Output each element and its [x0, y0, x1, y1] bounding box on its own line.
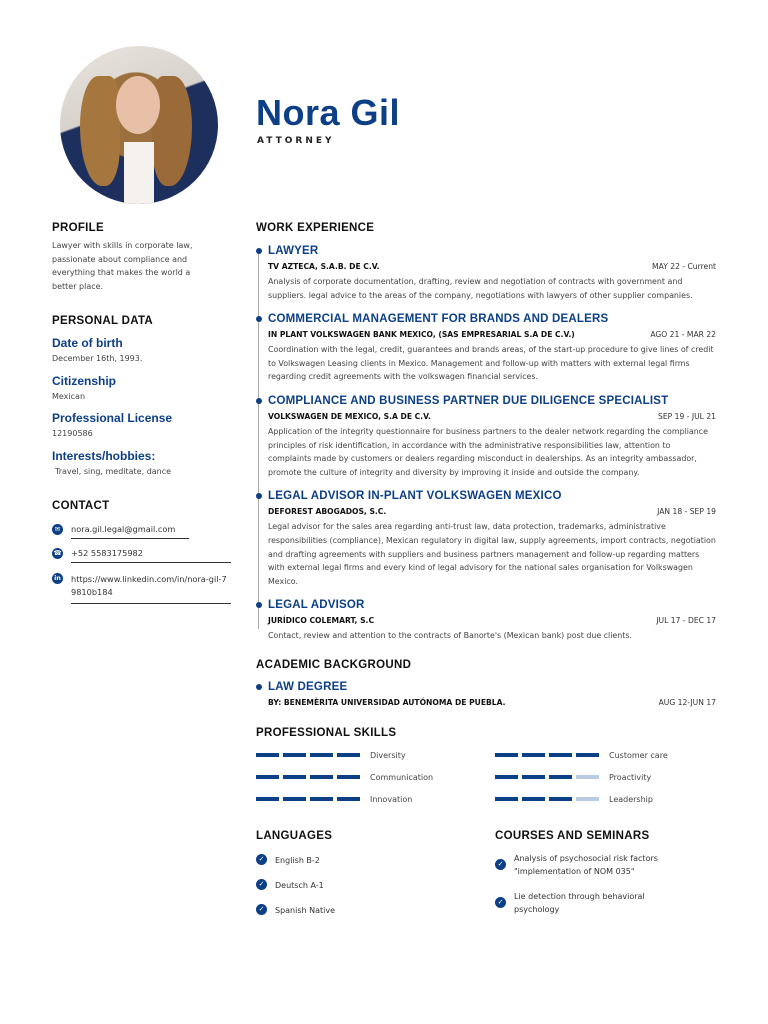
job-dates: MAY 22 - Current [652, 262, 716, 271]
work-heading: WORK EXPERIENCE [256, 222, 375, 234]
photo-shirt [124, 142, 154, 204]
job-company: JURÍDICO COLEMART, S.C [268, 616, 375, 626]
contact-email[interactable]: nora.gil.legal@gmail.com [71, 524, 189, 539]
skill-item [256, 751, 495, 760]
timeline-dot [256, 602, 262, 608]
check-icon: ✓ [495, 859, 506, 870]
skill-name: Innovation [370, 794, 413, 804]
profile-photo [60, 46, 218, 204]
job-title: LEGAL ADVISOR [268, 599, 365, 612]
degree-meta [268, 698, 716, 707]
job-dates: SEP 19 - JUL 21 [658, 411, 716, 421]
skill-bar [256, 775, 360, 779]
check-icon: ✓ [256, 904, 267, 915]
skills-grid [256, 751, 716, 804]
skill-name: Leadership [609, 794, 653, 804]
skill-bar [495, 753, 599, 757]
language-item [256, 854, 495, 867]
profile-text: Lawyer with skills in corporate law, passionate about compliance and everything that makes the world a better place. [52, 241, 193, 291]
skill-segment-filled [549, 797, 572, 801]
contact-heading: CONTACT [52, 500, 110, 512]
skill-segment-filled [337, 775, 360, 779]
languages-section [256, 830, 495, 917]
job-company: TV AZTECA, S.A.B. DE C.V. [268, 262, 380, 271]
job-entry [268, 490, 716, 588]
degree-title: LAW DEGREE [268, 680, 348, 693]
work-timeline [256, 245, 716, 643]
job-company: IN PLANT VOLKSWAGEN BANK MEXICO, (SAS EMPRESARIAL S.A DE C.V.) [268, 330, 575, 340]
academic-entry [256, 681, 716, 707]
job-entry [268, 313, 716, 384]
personal-item-value: Travel, sing, meditate, dance [55, 466, 172, 476]
job-dates: AGO 21 - MAR 22 [650, 330, 716, 340]
personal-item-value: 12190586 [52, 429, 93, 438]
skill-bar [495, 775, 599, 779]
skill-item [495, 773, 716, 782]
skill-name: Proactivity [609, 772, 652, 782]
skill-item [495, 795, 716, 804]
job-description: Contact, review and attention to the contracts of Banorte's (Mexican bank) post due clients. [268, 631, 632, 641]
profile-heading: PROFILE [52, 222, 104, 234]
languages-heading: LANGUAGES [256, 829, 333, 842]
skill-bar [256, 797, 360, 801]
skill-segment-empty [576, 797, 599, 801]
skill-segment-filled [283, 753, 306, 757]
courses-heading: COURSES AND SEMINARS [495, 829, 650, 842]
job-description: Legal advisor for the sales area regarding anti-trust law, data protection, trademarks, administrative responsibilities (compliance), Mexican regulatory in digital law, supply agreements, import contracts, negotiation and drafting agreements with suppliers and business partners management and follow-up regarding matters with external legal firms and every kind of legal advisory for the national sales organisation for Volkswagen Mexico. [268, 522, 716, 586]
skill-segment-filled [495, 753, 518, 757]
skill-segment-filled [522, 753, 545, 757]
job-entry [268, 599, 716, 643]
course-item [495, 852, 716, 878]
skills-heading: PROFESSIONAL SKILLS [256, 726, 397, 739]
skill-segment-filled [495, 775, 518, 779]
timeline-dot [256, 248, 262, 254]
job-dates: JUL 17 - DEC 17 [656, 616, 716, 626]
skill-segment-filled [576, 753, 599, 757]
check-icon: ✓ [256, 879, 267, 890]
skill-name: Customer care [609, 750, 668, 760]
job-entry [268, 245, 716, 302]
course-item [495, 890, 716, 916]
skill-segment-filled [522, 775, 545, 779]
job-title: LEGAL ADVISOR IN-PLANT VOLKSWAGEN MEXICO [268, 490, 562, 503]
course-name: Lie detection through behavioral psychology [514, 891, 645, 914]
bottom-sections [256, 830, 716, 917]
job-meta [268, 507, 716, 516]
personal-item-value: Mexican [52, 391, 86, 401]
job-meta [268, 616, 716, 625]
job-description: Coordination with the legal, credit, guarantees and brands areas, of the start-up procedure to give lines of credit to Volkswagen Leasing clients in Mexico. Management and follow-up with matters with external legal firms regarding credit agreements with the volkswagen financial services. [268, 345, 714, 382]
skill-segment-empty [576, 775, 599, 779]
personal-data-heading: PERSONAL DATA [52, 315, 154, 327]
skill-segment-filled [283, 775, 306, 779]
skill-segment-filled [337, 797, 360, 801]
academic-heading: ACADEMIC BACKGROUND [256, 658, 412, 671]
personal-item-license [52, 411, 234, 441]
skill-segment-filled [522, 797, 545, 801]
courses-section [495, 830, 716, 917]
language-name: Spanish Native [275, 905, 336, 915]
timeline-line [258, 251, 259, 629]
skill-segment-filled [310, 775, 333, 779]
skill-item [256, 773, 495, 782]
skill-segment-filled [549, 753, 572, 757]
skill-segment-filled [283, 797, 306, 801]
email-icon: ✉ [52, 524, 63, 535]
skill-item [495, 751, 716, 760]
skill-name: Communication [370, 772, 434, 782]
photo-face [116, 76, 160, 134]
phone-icon: ☎ [53, 549, 62, 557]
skill-bar [495, 797, 599, 801]
timeline-dot [256, 684, 262, 690]
personal-item-label: Date of birth [52, 336, 123, 350]
job-description: Analysis of corporate documentation, drafting, review and negotiation of contracts with government and suppliers. legal advice to the areas of the company, negotiations with lawyers of other supplier companies. [268, 277, 693, 300]
job-dates: JAN 18 - SEP 19 [657, 507, 716, 517]
course-name: Analysis of psychosocial risk factors "implementation of NOM 035" [514, 853, 658, 876]
contact-email-row[interactable] [52, 524, 234, 539]
job-meta [268, 412, 716, 421]
skill-bar [256, 753, 360, 757]
skill-segment-filled [495, 797, 518, 801]
photo-hair-left [80, 76, 120, 186]
timeline-dot [256, 398, 262, 404]
language-item [256, 904, 495, 917]
personal-item-label: Interests/hobbies: [52, 448, 156, 463]
skill-segment-filled [256, 797, 279, 801]
contact-phone-row[interactable] [52, 548, 234, 563]
skill-name: Diversity [370, 750, 406, 760]
personal-item-interests [52, 449, 234, 479]
language-name: Deutsch A-1 [275, 880, 324, 890]
job-company: DEFOREST ABOGADOS, S.C. [268, 507, 387, 517]
linkedin-icon: in [52, 573, 63, 584]
contact-linkedin[interactable]: https://www.linkedin.com/in/nora-gil-79810b184 [71, 573, 231, 604]
job-company: VOLKSWAGEN DE MEXICO, S.A DE C.V. [268, 411, 431, 421]
skill-segment-filled [310, 753, 333, 757]
personal-item-label: Citizenship [52, 373, 117, 388]
personal-item-label: Professional License [52, 411, 173, 425]
skill-segment-filled [256, 775, 279, 779]
job-description: Application of the integrity questionnaire for business partners to the dealer network regarding the compliance principles of risk identification, in accordance with the administrative responsibilities law, attention to complaints made by customers or dealers regarding misconduct in dealerships. As an integrity ambassador, promote the culture of integrity and diversity by improving it inside and outside the company. [268, 426, 708, 477]
contact-phone[interactable]: +52 5583175982 [71, 548, 231, 563]
personal-item-citizenship [52, 374, 234, 404]
job-title: COMPLIANCE AND BUSINESS PARTNER DUE DILIGENCE SPECIALIST [268, 394, 669, 407]
skill-segment-filled [337, 753, 360, 757]
personal-item-value: December 16th, 1993. [52, 354, 143, 363]
skill-segment-filled [549, 775, 572, 779]
right-column [256, 222, 716, 917]
candidate-name: Nora Gil [256, 92, 401, 133]
timeline-dot [256, 316, 262, 322]
skill-segment-filled [310, 797, 333, 801]
personal-item-dob [52, 336, 234, 366]
job-title: COMMERCIAL MANAGEMENT FOR BRANDS AND DEALERS [268, 313, 609, 326]
contact-linkedin-row[interactable] [52, 573, 234, 604]
skill-segment-filled [256, 753, 279, 757]
check-icon: ✓ [495, 897, 506, 908]
degree-entry [268, 681, 716, 707]
degree-dates: AUG 12-JUN 17 [658, 697, 716, 707]
language-item [256, 879, 495, 892]
degree-school: BY: BENEMÈRITA UNIVERSIDAD AUTÓNOMA DE PUEBLA. [268, 697, 506, 707]
job-meta [268, 330, 716, 339]
check-icon: ✓ [256, 854, 267, 865]
timeline-dot [256, 493, 262, 499]
job-meta [268, 262, 716, 271]
job-entry [268, 395, 716, 479]
left-column [52, 222, 234, 604]
job-title: LAWYER [268, 245, 319, 257]
skill-item [256, 795, 495, 804]
candidate-role: ATTORNEY [257, 136, 335, 146]
language-name: English B-2 [275, 855, 320, 865]
